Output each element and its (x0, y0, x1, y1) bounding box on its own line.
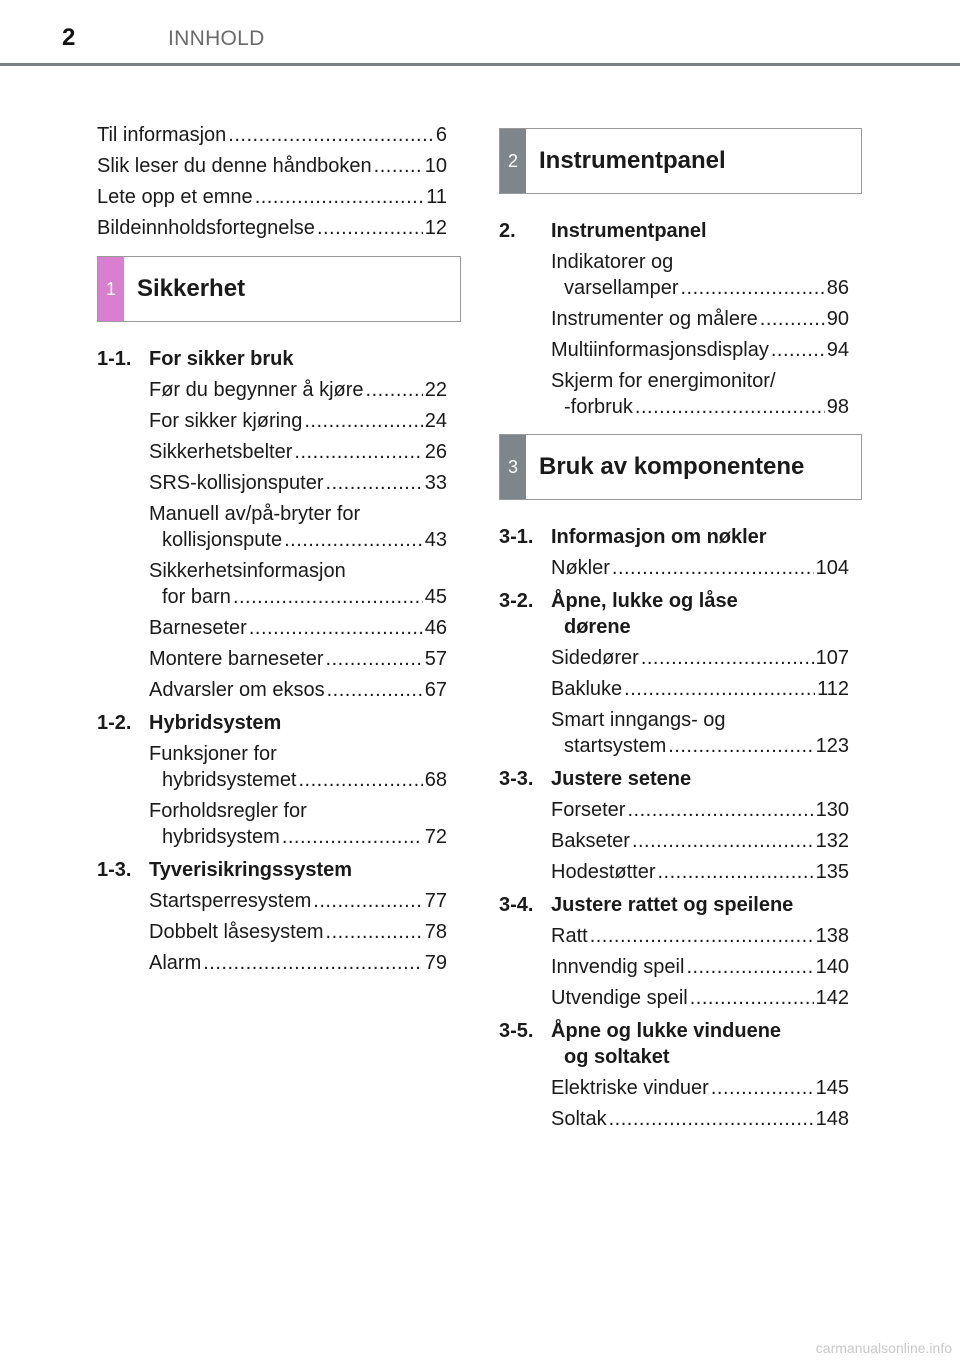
toc-entry[interactable]: Instrumenter og målere ..... 90 (551, 306, 849, 332)
toc-entry[interactable]: Alarm ..... 79 (149, 950, 447, 976)
subsection-number: 3-4. (499, 894, 534, 916)
toc-entry[interactable]: For sikker kjøring ..... 24 (149, 408, 447, 434)
toc-entry-line1[interactable]: Indikatorer og (551, 251, 674, 273)
subsection-title[interactable]: For sikker bruk (149, 348, 294, 370)
subsection-title-cont[interactable]: og soltaket (564, 1046, 670, 1068)
section-header-1[interactable] (97, 256, 461, 322)
toc-entry-line1[interactable]: Sikkerhetsinformasjon (149, 560, 346, 582)
section-title: Instrumentpanel (539, 147, 726, 174)
subsection-title[interactable]: Instrumentpanel (551, 220, 707, 242)
toc-entry[interactable]: Soltak ..... 148 (551, 1106, 849, 1132)
toc-entry[interactable]: for barn ..... 45 (162, 584, 447, 610)
section-number-tab: 1 (98, 257, 124, 321)
footer-watermark: carmanualsonline.info (815, 1340, 952, 1356)
subsection-title[interactable]: Justere setene (551, 768, 692, 790)
toc-entry[interactable]: Bakluke ..... 112 (551, 676, 849, 702)
toc-entry[interactable]: Ratt ..... 138 (551, 923, 849, 949)
section-number-tab: 2 (500, 129, 526, 193)
toc-entry[interactable]: Før du begynner å kjøre ..... 22 (149, 377, 447, 403)
toc-entry[interactable]: Nøkler ..... 104 (551, 555, 849, 581)
toc-entry[interactable]: Elektriske vinduer ..... 145 (551, 1075, 849, 1101)
subsection-title[interactable]: Tyverisikringssystem (149, 859, 353, 881)
subsection-title-cont[interactable]: dørene (564, 616, 631, 638)
subsection-title[interactable]: Åpne, lukke og låse (551, 590, 738, 612)
section-title: Sikkerhet (137, 275, 246, 302)
subsection-number: 3-1. (499, 526, 534, 548)
page-header (0, 0, 960, 68)
header-title: INNHOLD (168, 27, 265, 50)
toc-entry[interactable]: Bildeinnholdsfortegnelse ..... 12 (97, 215, 447, 241)
subsection-number: 1-3. (97, 859, 132, 881)
toc-entry[interactable]: kollisjonspute ..... 43 (162, 527, 447, 553)
section-number-tab: 3 (500, 435, 526, 499)
page-number: 2 (62, 24, 76, 51)
toc-entry[interactable]: Slik leser du denne håndboken ..... 10 (97, 153, 447, 179)
toc-entry[interactable]: Bakseter ..... 132 (551, 828, 849, 854)
toc-entry[interactable]: startsystem ..... 123 (564, 733, 849, 759)
section-header-2[interactable] (499, 128, 862, 194)
toc-entry[interactable]: Innvendig speil ..... 140 (551, 954, 849, 980)
toc-entry[interactable]: Sikkerhetsbelter ..... 26 (149, 439, 447, 465)
toc-entry[interactable]: Utvendige speil ..... 142 (551, 985, 849, 1011)
toc-entry[interactable]: Startsperresystem ..... 77 (149, 888, 447, 914)
toc-entry[interactable]: Multiinformasjonsdisplay ..... 94 (551, 337, 849, 363)
toc-entry-line1[interactable]: Manuell av/på-bryter for (149, 503, 361, 525)
toc-entry[interactable]: Forseter ..... 130 (551, 797, 849, 823)
toc-entry[interactable]: SRS-kollisjonsputer ..... 33 (149, 470, 447, 496)
toc-entry[interactable]: Lete opp et emne ..... 11 (97, 184, 447, 210)
toc-entry[interactable]: Advarsler om eksos ..... 67 (149, 677, 447, 703)
subsection-title[interactable]: Informasjon om nøkler (551, 526, 767, 548)
section-title: Bruk av komponentene (539, 453, 805, 480)
subsection-number: 3-2. (499, 590, 534, 612)
toc-entry-line1[interactable]: Funksjoner for (149, 743, 277, 765)
toc-entry-line1[interactable]: Smart inngangs- og (551, 709, 726, 731)
subsection-number: 1-1. (97, 348, 132, 370)
subsection-number: 3-3. (499, 768, 534, 790)
toc-entry-line1[interactable]: Skjerm for energimonitor/ (551, 370, 776, 392)
toc-entry[interactable]: Sidedører ..... 107 (551, 645, 849, 671)
section-header-3[interactable] (499, 434, 862, 500)
header-rule (0, 63, 960, 66)
subsection-number: 2. (499, 220, 516, 242)
toc-entry[interactable]: Til informasjon ..... 6 (97, 122, 447, 148)
toc-entry[interactable]: Barneseter ..... 46 (149, 615, 447, 641)
toc-entry[interactable]: Montere barneseter ..... 57 (149, 646, 447, 672)
toc-entry[interactable]: hybridsystem ..... 72 (162, 824, 447, 850)
subsection-title[interactable]: Justere rattet og speilene (551, 894, 794, 916)
subsection-title[interactable]: Åpne og lukke vinduene (551, 1020, 782, 1042)
toc-entry[interactable]: hybridsystemet ..... 68 (162, 767, 447, 793)
subsection-title[interactable]: Hybridsystem (149, 712, 282, 734)
toc-entry[interactable]: -forbruk ..... 98 (564, 394, 849, 420)
toc-entry[interactable]: Dobbelt låsesystem ..... 78 (149, 919, 447, 945)
toc-entry[interactable]: varsellamper ..... 86 (564, 275, 849, 301)
toc-entry-line1[interactable]: Forholdsregler for (149, 800, 307, 822)
toc-entry[interactable]: Hodestøtter ..... 135 (551, 859, 849, 885)
subsection-number: 3-5. (499, 1020, 534, 1042)
subsection-number: 1-2. (97, 712, 132, 734)
